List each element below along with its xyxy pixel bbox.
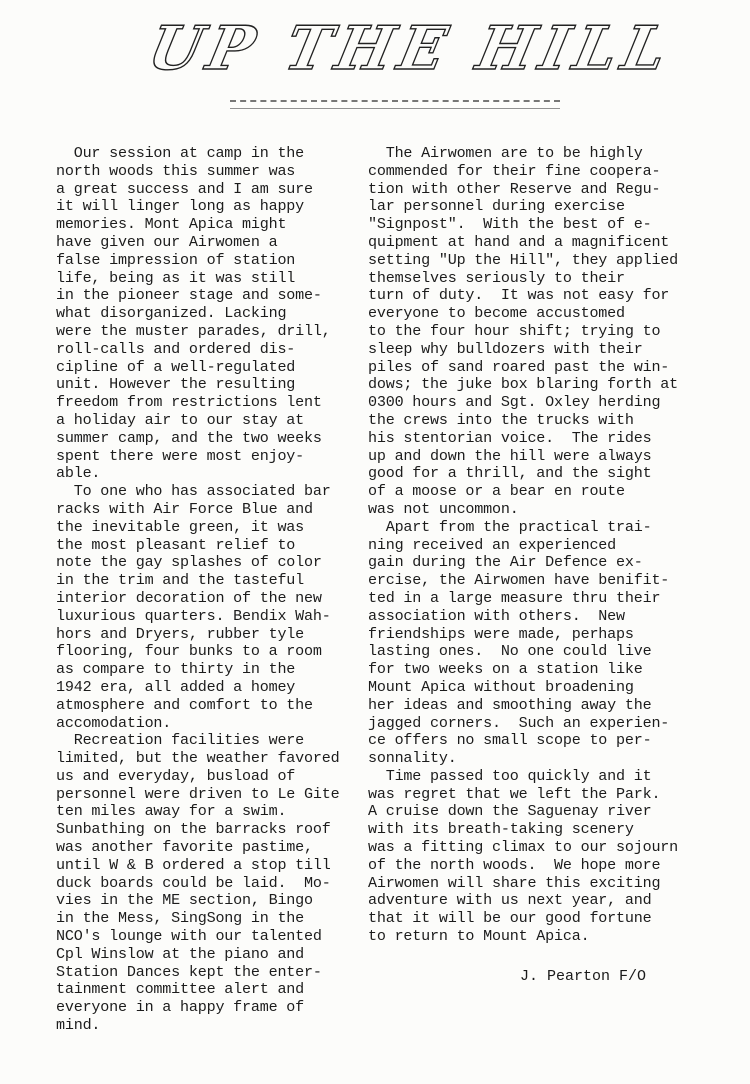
text-line: Our session at camp in the bbox=[56, 144, 305, 162]
text-line: a holiday air to our stay at bbox=[56, 410, 305, 429]
text-line: Sunbathing on the barracks roof bbox=[56, 820, 331, 839]
text-line: friendships were made, perhaps bbox=[368, 624, 634, 643]
text-line: Cpl Winslow at the piano and bbox=[56, 944, 305, 963]
text-line: life, being as it was still bbox=[56, 268, 296, 287]
text-line: north woods this summer was bbox=[56, 161, 296, 180]
text-line: limited, but the weather favored bbox=[56, 749, 340, 768]
text-line: ten miles away for a swim. bbox=[56, 802, 287, 821]
text-line: NCO's lounge with our talented bbox=[56, 927, 322, 946]
text-line: quipment at hand and a magnificent bbox=[368, 232, 670, 251]
text-line: themselves seriously to their bbox=[368, 268, 625, 287]
text-line: a great success and I am sure bbox=[56, 179, 313, 198]
text-line: The Airwomen are to be highly bbox=[368, 144, 643, 162]
text-line: 1942 era, all added a homey bbox=[56, 677, 296, 696]
right-text-column bbox=[368, 145, 698, 946]
text-line: ted in a large measure thru their bbox=[368, 588, 661, 607]
text-line: for two weeks on a station like bbox=[368, 660, 643, 679]
text-line: ercise, the Airwomen have benifit- bbox=[368, 571, 670, 590]
text-line: the crews into the trucks with bbox=[368, 410, 634, 429]
text-line: Mount Apica without broadening bbox=[368, 677, 634, 696]
text-line: it will linger long as happy bbox=[56, 197, 305, 216]
text-line: of a moose or a bear en route bbox=[368, 482, 625, 501]
text-line: was not uncommon. bbox=[368, 499, 519, 518]
text-line: 0300 hours and Sgt. Oxley herding bbox=[368, 393, 661, 412]
text-line: ning received an experienced bbox=[368, 535, 617, 554]
text-line: setting "Up the Hill", they applied bbox=[368, 250, 679, 269]
text-line: everyone in a happy frame of bbox=[56, 998, 305, 1017]
text-line: roll-calls and ordered dis- bbox=[56, 339, 296, 358]
text-line: up and down the hill were always bbox=[368, 446, 652, 465]
text-line: Airwomen will share this exciting bbox=[368, 873, 661, 892]
text-line: the most pleasant relief to bbox=[56, 535, 296, 554]
text-line: Time passed too quickly and it bbox=[368, 766, 652, 785]
masthead-title: UP THE HILL bbox=[142, 14, 679, 84]
text-line: sleep why bulldozers with their bbox=[368, 339, 643, 358]
text-line: memories. Mont Apica might bbox=[56, 215, 287, 234]
text-line: Recreation facilities were bbox=[56, 731, 305, 750]
text-line: A cruise down the Saguenay river bbox=[368, 802, 652, 821]
text-line: racks with Air Force Blue and bbox=[56, 499, 313, 518]
text-line: her ideas and smoothing away the bbox=[368, 695, 652, 714]
text-line: To one who has associated bar bbox=[56, 482, 331, 501]
text-line: everyone to become accustomed bbox=[368, 304, 625, 323]
text-line: was regret that we left the Park. bbox=[368, 784, 661, 803]
text-line: was a fitting climax to our sojourn bbox=[368, 838, 679, 857]
text-line: ce offers no small scope to per- bbox=[368, 731, 652, 750]
text-line: with its breath-taking scenery bbox=[368, 820, 634, 839]
text-line: until W & B ordered a stop till bbox=[56, 855, 331, 874]
text-line: "Signpost". With the best of e- bbox=[368, 215, 652, 234]
text-line: accomodation. bbox=[56, 713, 172, 732]
text-line: adventure with us next year, and bbox=[368, 891, 652, 910]
text-line: what disorganized. Lacking bbox=[56, 304, 287, 323]
text-line: association with others. New bbox=[368, 606, 625, 625]
text-line: false impression of station bbox=[56, 250, 296, 269]
text-line: us and everyday, busload of bbox=[56, 766, 296, 785]
masthead-divider bbox=[230, 100, 560, 109]
text-line: atmosphere and comfort to the bbox=[56, 695, 313, 714]
text-line: in the Mess, SingSong in the bbox=[56, 909, 305, 928]
text-line: was another favorite pastime, bbox=[56, 838, 313, 857]
text-line: as compare to thirty in the bbox=[56, 660, 296, 679]
text-line: able. bbox=[56, 464, 101, 483]
text-line: hors and Dryers, rubber tyle bbox=[56, 624, 305, 643]
text-line: Apart from the practical trai- bbox=[368, 517, 652, 536]
left-text-column bbox=[56, 145, 356, 1035]
author-signature: J. Pearton F/O bbox=[520, 968, 647, 985]
text-line: unit. However the resulting bbox=[56, 375, 296, 394]
text-line: note the gay splashes of color bbox=[56, 553, 322, 572]
text-line: vies in the ME section, Bingo bbox=[56, 891, 313, 910]
text-line: to return to Mount Apica. bbox=[368, 927, 590, 946]
text-line: sonnality. bbox=[368, 749, 457, 768]
text-line: tainment committee alert and bbox=[56, 980, 305, 999]
text-line: his stentorian voice. The rides bbox=[368, 428, 652, 447]
text-line: in the trim and the tasteful bbox=[56, 571, 305, 590]
text-line: gain during the Air Defence ex- bbox=[368, 553, 643, 572]
text-line: summer camp, and the two weeks bbox=[56, 428, 322, 447]
text-line: to the four hour shift; trying to bbox=[368, 321, 661, 340]
text-line: cipline of a well-regulated bbox=[56, 357, 296, 376]
text-line: the inevitable green, it was bbox=[56, 517, 305, 536]
text-line: in the pioneer stage and some- bbox=[56, 286, 322, 305]
text-line: have given our Airwomen a bbox=[56, 232, 278, 251]
text-line: freedom from restrictions lent bbox=[56, 393, 322, 412]
text-line: were the muster parades, drill, bbox=[56, 321, 331, 340]
text-line: flooring, four bunks to a room bbox=[56, 642, 322, 661]
text-line: good for a thrill, and the sight bbox=[368, 464, 652, 483]
text-line: lar personnel during exercise bbox=[368, 197, 625, 216]
text-line: piles of sand roared past the win- bbox=[368, 357, 670, 376]
text-line: jagged corners. Such an experien- bbox=[368, 713, 670, 732]
text-line: spent there were most enjoy- bbox=[56, 446, 305, 465]
text-line: commended for their fine coopera- bbox=[368, 161, 661, 180]
text-line: turn of duty. It was not easy for bbox=[368, 286, 670, 305]
text-line: of the north woods. We hope more bbox=[368, 855, 661, 874]
text-line: mind. bbox=[56, 1016, 101, 1035]
masthead bbox=[142, 14, 679, 94]
text-line: personnel were driven to Le Gite bbox=[56, 784, 340, 803]
text-line: duck boards could be laid. Mo- bbox=[56, 873, 331, 892]
text-line: interior decoration of the new bbox=[56, 588, 322, 607]
text-line: luxurious quarters. Bendix Wah- bbox=[56, 606, 331, 625]
text-line: tion with other Reserve and Regu- bbox=[368, 179, 661, 198]
text-line: that it will be our good fortune bbox=[368, 909, 652, 928]
text-line: lasting ones. No one could live bbox=[368, 642, 652, 661]
text-line: Station Dances kept the enter- bbox=[56, 962, 322, 981]
text-line: dows; the juke box blaring forth at bbox=[368, 375, 679, 394]
